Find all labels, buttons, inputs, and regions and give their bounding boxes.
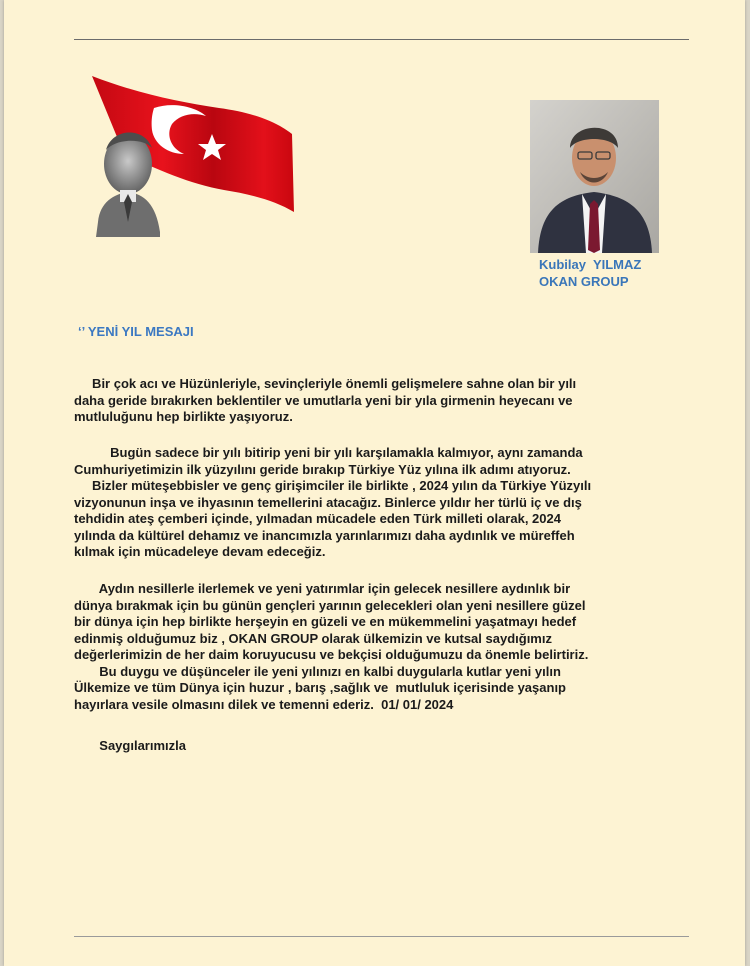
closing-salutation bbox=[74, 738, 694, 755]
text-line: vizyonunun inşa ve ihyasının temellerini atacağız. Binlerce yıldır her türlü iç ve dış bbox=[74, 494, 582, 510]
letter-page bbox=[4, 0, 745, 966]
portrait-photo bbox=[530, 100, 659, 253]
company-name: OKAN GROUP bbox=[539, 274, 629, 289]
text-line: Ülkemize ve tüm Dünya için huzur , barış ,sağlık ve mutluluk içerisinde yaşanıp bbox=[74, 680, 566, 695]
text-line: yılında da kültürel dehamız ve inancımızla yarınlarımızı daha aydınlık ve müreffeh bbox=[74, 527, 575, 543]
turkish-flag-image bbox=[84, 72, 299, 237]
text-line: değerlerimizin de her daim koruyucusu ve bekçisi olduğumuzu da önemle belirtiriz. bbox=[74, 647, 589, 662]
text-line: edinmiş olduğumuz biz , OKAN GROUP olarak ülkemizin ve kutsal saydığımız bbox=[74, 630, 552, 646]
text-line: hayırlara vesile olmasını dilek ve temenni ederiz. 01/ 01/ 2024 bbox=[74, 696, 454, 712]
message-title: ‘’ YENİ YIL MESAJI bbox=[78, 324, 194, 339]
text-line: Bugün sadece bir yılı bitirip yeni bir yılı karşılamakla kalmıyor, aynı zamanda bbox=[74, 445, 583, 460]
closing-text: Saygılarımızla bbox=[74, 738, 186, 753]
text-line: Bu duygu ve düşünceler ile yeni yılınızı en kalbi duygularla kutlar yeni yılın bbox=[74, 663, 561, 679]
paragraph-1 bbox=[74, 376, 694, 426]
text-line: Cumhuriyetimizin ilk yüzyılını geride bırakıp Türkiye Yüz yılına ilk adımı atıyoruz. bbox=[74, 461, 571, 477]
signatory-name: Kubilay YILMAZ bbox=[539, 257, 642, 272]
bottom-rule bbox=[74, 936, 689, 937]
text-line: Bizler müteşebbisler ve genç girişimciler ile birlikte , 2024 yılın da Türkiye Yüzyılı bbox=[74, 478, 592, 493]
text-line: mutluluğunu hep birlikte yaşıyoruz. bbox=[74, 409, 293, 424]
text-line: Bir çok acı ve Hüzünleriyle, sevinçleriyle önemli gelişmelere sahne olan bir yılı bbox=[74, 376, 577, 391]
text-line: dünya bırakmak için bu günün gençleri yarının gelecekleri olan yeni nesillere güzel bbox=[74, 597, 586, 613]
paragraph-2 bbox=[74, 445, 694, 561]
text-line: Aydın nesillerle ilerlemek ve yeni yatırımlar için gelecek nesillere aydınlık bir bbox=[74, 581, 571, 596]
text-line: kılmak için mücadeleye devam edeceğiz. bbox=[74, 544, 326, 559]
text-line: bir dünya için hep birlikte herşeyin en güzeli ve en mükemmelini yaşatmayı hedef bbox=[74, 614, 577, 629]
text-line: tehdidin ateş çemberi içinde, yılmadan mücadele eden Türk milleti olarak, 2024 bbox=[74, 511, 561, 526]
top-rule bbox=[74, 39, 689, 40]
paragraph-3 bbox=[74, 581, 694, 713]
text-line: daha geride bırakırken beklentiler ve umutlarla yeni bir yıla girmenin heyecanı ve bbox=[74, 392, 573, 408]
